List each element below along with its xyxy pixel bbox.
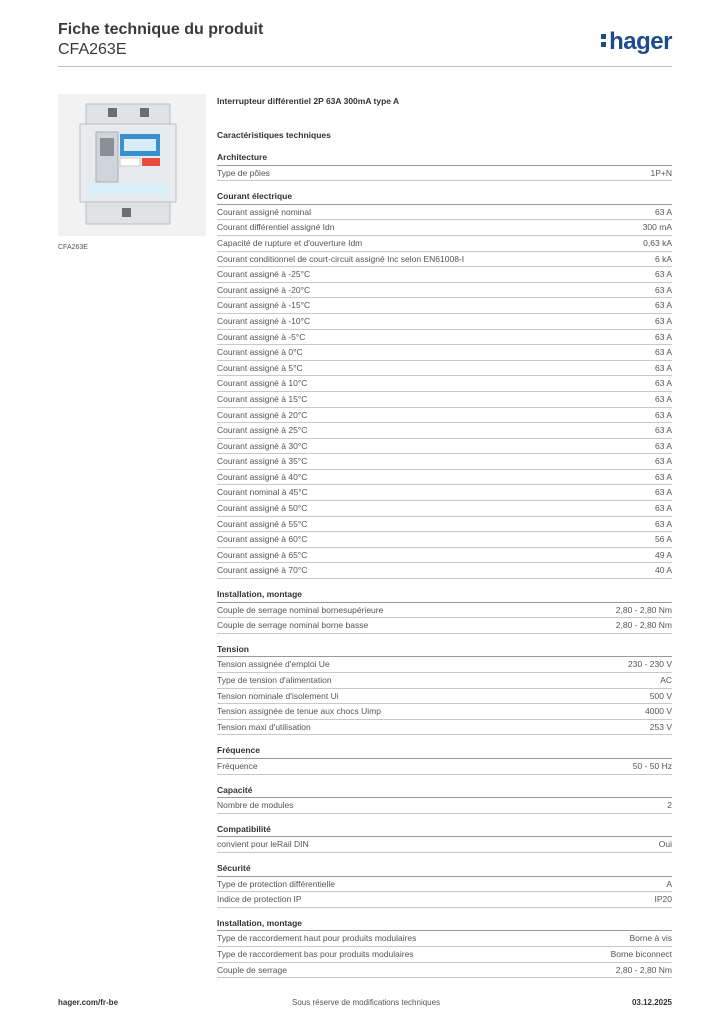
- spec-row: [217, 673, 672, 689]
- spec-label: Courant assigné à -5°C: [217, 331, 306, 342]
- section-title: Capacité: [217, 783, 672, 799]
- logo-dots-icon: [601, 34, 607, 50]
- document-title: Fiche technique du produit: [58, 21, 264, 38]
- spec-value: 63 A: [654, 471, 672, 482]
- spec-value: 300 mA: [642, 222, 672, 233]
- image-caption: CFA263E: [58, 244, 88, 251]
- spec-value: 63 A: [654, 347, 672, 358]
- hager-logo: [601, 28, 672, 56]
- spec-row: [217, 454, 672, 470]
- spec-value: 63 A: [654, 518, 672, 529]
- spec-value: 49 A: [654, 549, 672, 560]
- spec-row: [217, 657, 672, 673]
- spec-row: [217, 877, 672, 893]
- spec-label: Courant assigné à 5°C: [217, 362, 303, 373]
- spec-value: Borne biconnect: [610, 948, 672, 959]
- spec-section: [217, 150, 672, 181]
- spec-row: [217, 166, 672, 182]
- spec-value: 230 - 230 V: [628, 659, 672, 670]
- spec-label: Courant différentiel assigné Idn: [217, 222, 335, 233]
- spec-label: Courant assigné à 50°C: [217, 503, 308, 514]
- spec-value: AC: [660, 675, 672, 685]
- spec-row: [217, 759, 672, 775]
- spec-row: [217, 376, 672, 392]
- spec-label: Courant assigné nominal: [217, 206, 312, 217]
- section-title: Architecture: [217, 150, 672, 166]
- spec-row: [217, 704, 672, 720]
- spec-row: [217, 345, 672, 361]
- spec-label: Courant assigné à 65°C: [217, 549, 308, 560]
- spec-label: Fréquence: [217, 760, 258, 771]
- spec-row: [217, 532, 672, 548]
- spec-section: [217, 189, 672, 579]
- spec-section: [217, 642, 672, 736]
- spec-label: Courant assigné à 25°C: [217, 425, 308, 436]
- spec-section: [217, 587, 672, 634]
- spec-row: [217, 563, 672, 579]
- product-code: CFA263E: [58, 41, 127, 58]
- spec-value: A: [666, 878, 672, 889]
- spec-value: 63 A: [654, 378, 672, 389]
- spec-row: [217, 892, 672, 908]
- spec-label: Courant assigné à -20°C: [217, 284, 311, 295]
- spec-label: Type de protection différentielle: [217, 878, 335, 889]
- spec-value: 63 A: [654, 503, 672, 514]
- section-title: Courant électrique: [217, 189, 672, 205]
- spec-row: [217, 392, 672, 408]
- spec-row: [217, 837, 672, 853]
- spec-label: Courant assigné à 10°C: [217, 378, 308, 389]
- header-divider: [58, 66, 672, 67]
- spec-row: [217, 314, 672, 330]
- spec-label: Courant assigné à -25°C: [217, 269, 311, 280]
- footer-website: hager.com/fr-be: [58, 998, 119, 1007]
- spec-label: Tension nominale d'isolement Ui: [217, 690, 339, 701]
- spec-value: 63 A: [654, 331, 672, 342]
- spec-label: Capacité de rupture et d'ouverture Idm: [217, 237, 363, 248]
- product-name: Interrupteur différentiel 2P 63A 300mA type A: [217, 96, 400, 106]
- spec-row: [217, 485, 672, 501]
- spec-value: 2: [667, 800, 672, 811]
- spec-row: [217, 963, 672, 979]
- spec-row: [217, 548, 672, 564]
- spec-label: Tension assignée de tenue aux chocs Uimp: [217, 706, 381, 717]
- spec-value: 2,80 - 2,80 Nm: [615, 604, 672, 615]
- spec-label: Couple de serrage nominal borne basse: [217, 620, 369, 631]
- spec-section: [217, 822, 672, 853]
- section-title: Compatibilité: [217, 822, 672, 838]
- section-title: Installation, montage: [217, 587, 672, 603]
- spec-value: 2,80 - 2,80 Nm: [615, 620, 672, 631]
- spec-value: 50 - 50 Hz: [632, 760, 672, 771]
- spec-label: Courant assigné à 0°C: [217, 347, 303, 358]
- product-image: [58, 94, 206, 236]
- spec-value: 2,80 - 2,80 Nm: [615, 964, 672, 975]
- spec-row: [217, 501, 672, 517]
- section-title: Tension: [217, 642, 672, 658]
- section-title: Sécurité: [217, 861, 672, 877]
- spec-heading: Caractéristiques techniques: [217, 130, 331, 140]
- spec-value: 63 A: [654, 440, 672, 451]
- spec-section: [217, 743, 672, 774]
- spec-label: Couple de serrage nominal bornesupérieure: [217, 604, 384, 615]
- spec-value: 63 A: [654, 362, 672, 373]
- spec-label: Courant conditionnel de court-circuit assigné Inc selon EN61008-I: [217, 253, 465, 264]
- logo-text: hager: [609, 28, 672, 55]
- spec-row: [217, 798, 672, 814]
- spec-value: 63 A: [654, 487, 672, 498]
- spec-row: [217, 236, 672, 252]
- spec-row: [217, 603, 672, 619]
- spec-value: 63 A: [654, 315, 672, 326]
- spec-label: Courant assigné à 20°C: [217, 409, 308, 420]
- spec-value: IP20: [654, 894, 672, 905]
- spec-value: 4000 V: [645, 706, 672, 717]
- spec-value: 63 A: [654, 409, 672, 420]
- spec-row: [217, 220, 672, 236]
- spec-label: Courant assigné à -10°C: [217, 315, 311, 326]
- spec-value: Borne à vis: [629, 933, 672, 944]
- spec-label: Tension assignée d'emploi Ue: [217, 659, 330, 670]
- spec-value: 63 A: [654, 284, 672, 295]
- spec-value: 63 A: [654, 269, 672, 280]
- spec-value: 0,63 kA: [643, 237, 672, 248]
- spec-label: Courant assigné à -15°C: [217, 300, 311, 311]
- spec-row: [217, 931, 672, 947]
- spec-row: [217, 205, 672, 221]
- spec-row: [217, 267, 672, 283]
- spec-value: 500 V: [649, 690, 672, 701]
- spec-row: [217, 252, 672, 268]
- spec-label: Courant assigné à 55°C: [217, 518, 308, 529]
- spec-value: Oui: [658, 839, 672, 850]
- spec-value: 63 A: [654, 206, 672, 217]
- spec-row: [217, 947, 672, 963]
- spec-value: 56 A: [654, 534, 672, 545]
- spec-value: 6 kA: [654, 253, 672, 264]
- spec-label: Courant assigné à 40°C: [217, 471, 308, 482]
- spec-row: [217, 517, 672, 533]
- circuit-breaker-illustration: [58, 94, 206, 236]
- spec-value: 1P+N: [650, 167, 672, 178]
- footer-notice: Sous réserve de modifications techniques: [292, 998, 441, 1007]
- section-title: Fréquence: [217, 743, 672, 759]
- spec-value: 63 A: [654, 300, 672, 311]
- spec-row: [217, 470, 672, 486]
- spec-value: 63 A: [654, 456, 672, 467]
- document-header: [58, 20, 263, 60]
- spec-label: Courant assigné à 15°C: [217, 393, 308, 404]
- spec-row: [217, 361, 672, 377]
- spec-row: [217, 618, 672, 634]
- spec-value: 63 A: [654, 393, 672, 404]
- spec-label: Courant assigné à 30°C: [217, 440, 308, 451]
- spec-row: [217, 330, 672, 346]
- spec-label: Indice de protection IP: [217, 894, 302, 905]
- footer-date: 03.12.2025: [631, 998, 672, 1007]
- spec-section: [217, 861, 672, 908]
- spec-label: convient pour leRail DIN: [217, 839, 309, 850]
- spec-row: [217, 283, 672, 299]
- spec-value: 40 A: [654, 565, 672, 576]
- spec-value: 253 V: [649, 721, 672, 732]
- spec-row: [217, 689, 672, 705]
- spec-label: Nombre de modules: [217, 800, 294, 811]
- spec-row: [217, 298, 672, 314]
- spec-label: Type de tension d'alimentation: [217, 675, 332, 685]
- spec-label: Type de pôles: [217, 167, 270, 178]
- spec-label: Tension maxi d'utilisation: [217, 721, 311, 732]
- spec-section: [217, 783, 672, 814]
- spec-label: Courant assigné à 70°C: [217, 565, 308, 576]
- spec-content: [217, 94, 672, 978]
- spec-sections: [217, 150, 672, 978]
- spec-label: Courant nominal à 45°C: [217, 487, 308, 498]
- spec-label: Courant assigné à 35°C: [217, 456, 308, 467]
- spec-label: Type de raccordement haut pour produits modulaires: [217, 933, 417, 944]
- section-title: Installation, montage: [217, 916, 672, 932]
- spec-label: Courant assigné à 60°C: [217, 534, 308, 545]
- spec-label: Type de raccordement bas pour produits modulaires: [217, 948, 414, 959]
- spec-label: Couple de serrage: [217, 964, 287, 975]
- spec-row: [217, 720, 672, 736]
- spec-row: [217, 408, 672, 424]
- spec-row: [217, 439, 672, 455]
- spec-section: [217, 916, 672, 978]
- spec-value: 63 A: [654, 425, 672, 436]
- spec-row: [217, 423, 672, 439]
